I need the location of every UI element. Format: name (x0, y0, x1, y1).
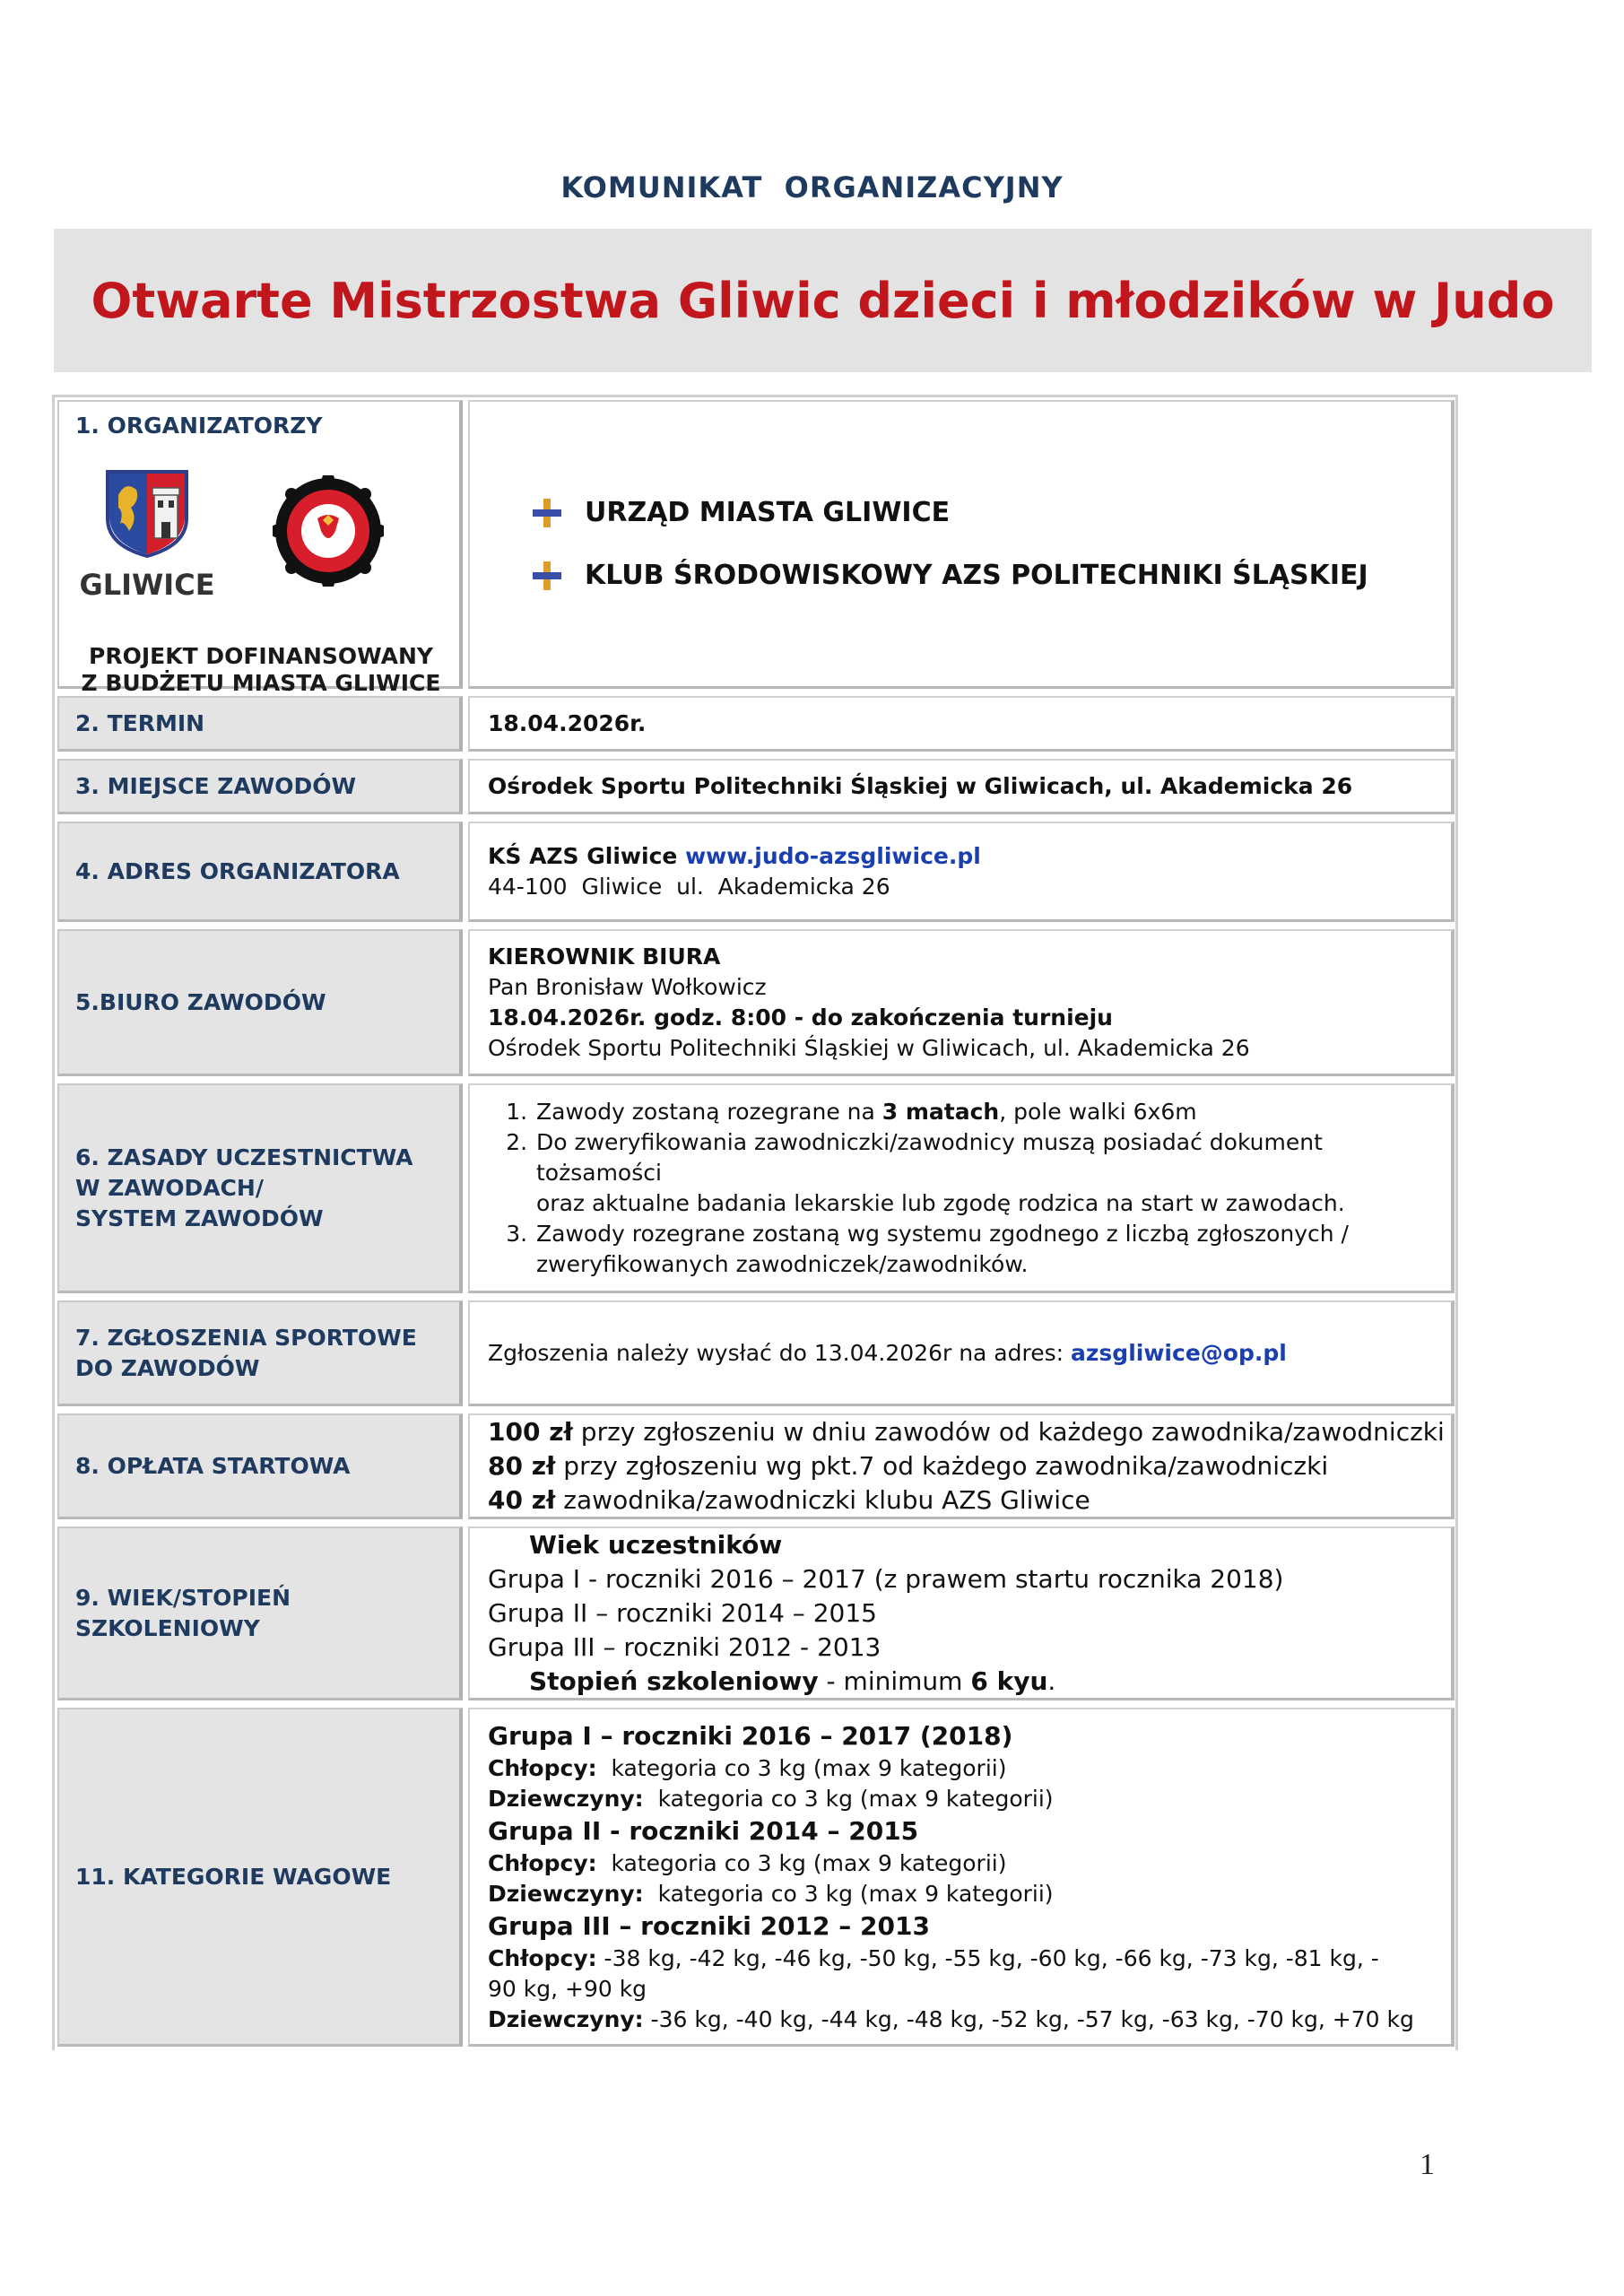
plus-bullet-icon (533, 499, 561, 527)
value-date: 18.04.2026r. (468, 696, 1455, 752)
label-age-degree (57, 1526, 463, 1700)
weight-girls-line: Dziewczyny: kategoria co 3 kg (max 9 kategorii) (488, 1880, 1054, 1907)
value-age-degree (468, 1526, 1455, 1700)
label-rules-line-3: SYSTEM ZAWODÓW (75, 1205, 324, 1231)
label-organizers-text: 1. ORGANIZATORZY (75, 413, 323, 439)
label-organizer-address: 4. ADRES ORGANIZATORA (57, 822, 463, 922)
label-registration (57, 1300, 463, 1406)
organizer-name: KLUB ŚRODOWISKOWY AZS POLITECHNIKI ŚLĄSKIEJ (585, 559, 1368, 591)
fee-line: 40 zł zawodnika/zawodniczki klubu AZS Gliwice (488, 1484, 1090, 1515)
project-note-line-1: PROJEKT DOFINANSOWANY (89, 643, 433, 669)
project-note-line-2: Z BUDŻETU MIASTA GLIWICE (81, 670, 441, 696)
organizer-item (488, 561, 1451, 591)
label-age-degree-line-1: 9. WIEK/STOPIEŃ (75, 1584, 291, 1611)
value-entry-fee (468, 1413, 1455, 1519)
rules-list (488, 1097, 1451, 1280)
gliwice-logo-text: GLIWICE (79, 568, 215, 602)
event-banner (54, 229, 1592, 372)
registration-email-link[interactable]: azsgliwice@op.pl (1071, 1339, 1287, 1366)
age-group-1: Grupa I - roczniki 2016 – 2017 (z prawem startu rocznika 2018) (488, 1563, 1284, 1594)
weight-boys-line-cont: 90 kg, +90 kg (488, 1975, 647, 2002)
value-venue: Ośrodek Sportu Politechniki Śląskiej w Gliwicach, ul. Akademicka 26 (468, 759, 1455, 814)
gliwice-crest-icon (104, 468, 190, 558)
degree-line: Stopień szkoleniowy - minimum 6 kyu. (529, 1665, 1056, 1696)
label-rules-line-2: W ZAWODACH/ (75, 1174, 264, 1201)
label-date: 2. TERMIN (57, 696, 463, 752)
label-registration-line-1: 7. ZGŁOSZENIA SPORTOWE (75, 1324, 417, 1351)
age-group-2: Grupa II – roczniki 2014 – 2015 (488, 1597, 877, 1628)
weight-boys-line: Chłopcy: -38 kg, -42 kg, -46 kg, -50 kg, -55 kg, -60 kg, -66 kg, -73 kg, -81 kg, - (488, 1944, 1379, 1971)
weight-boys-line: Chłopcy: kategoria co 3 kg (max 9 kategorii) (488, 1849, 1007, 1876)
gliwice-city-logo (75, 468, 219, 600)
organizer-item (488, 498, 1451, 528)
registration-text: Zgłoszenia należy wysłać do 13.04.2026r na adres: (488, 1339, 1071, 1366)
value-competition-office (468, 929, 1455, 1076)
judo-azs-club-logo (273, 475, 384, 587)
weight-boys-line: Chłopcy: kategoria co 3 kg (max 9 kategorii) (488, 1754, 1007, 1781)
weight-group-2-heading: Grupa II - roczniki 2014 – 2015 (488, 1815, 919, 1846)
rule-item: 1. Zawody zostaną rozegrane na 3 matach, pole walki 6x6m (534, 1097, 1451, 1127)
weight-girls-line: Dziewczyny: -36 kg, -40 kg, -44 kg, -48 kg, -52 kg, -57 kg, -63 kg, -70 kg, +70 kg (488, 2005, 1414, 2032)
weight-group-3-heading: Grupa III – roczniki 2012 – 2013 (488, 1910, 930, 1941)
value-organizer-address (468, 822, 1455, 922)
label-entry-fee: 8. OPŁATA STARTOWA (57, 1413, 463, 1519)
age-heading: Wiek uczestników (529, 1529, 783, 1560)
value-weight-categories (468, 1708, 1455, 2047)
plus-bullet-icon (533, 561, 561, 590)
office-head: KIEROWNIK BIURA (488, 943, 721, 970)
weight-girls-line: Dziewczyny: kategoria co 3 kg (max 9 kategorii) (488, 1785, 1054, 1812)
event-title: Otwarte Mistrzostwa Gliwic dzieci i młodzików w Judo (91, 272, 1555, 329)
club-name: KŚ AZS Gliwice (488, 842, 686, 869)
value-rules (468, 1083, 1455, 1293)
project-note (75, 643, 447, 697)
label-age-degree-line-2: SZKOLENIOWY (75, 1614, 260, 1641)
office-place: Ośrodek Sportu Politechniki Śląskiej w Gliwicach, ul. Akademicka 26 (488, 1034, 1250, 1061)
label-organizers (57, 400, 463, 696)
rule-item: 2. Do zweryfikowania zawodniczki/zawodnicy muszą posiadać dokument tożsamości oraz aktualne badania lekarskie lub zgodę rodzica na start w zawodach. (534, 1127, 1451, 1219)
age-group-3: Grupa III – roczniki 2012 - 2013 (488, 1631, 881, 1662)
fee-line: 100 zł przy zgłoszeniu w dniu zawodów od każdego zawodnika/zawodniczki (488, 1416, 1445, 1447)
fee-line: 80 zł przy zgłoszeniu wg pkt.7 od każdego zawodnika/zawodniczki (488, 1450, 1329, 1481)
office-hours: 18.04.2026r. godz. 8:00 - do zakończenia turnieju (488, 1004, 1113, 1031)
label-competition-office: 5.BIURO ZAWODÓW (57, 929, 463, 1076)
club-website-link[interactable]: www.judo-azsgliwice.pl (685, 842, 981, 869)
label-rules (57, 1083, 463, 1293)
value-organizers (468, 400, 1455, 689)
logos (75, 468, 384, 600)
weight-group-1-heading: Grupa I – roczniki 2016 – 2017 (2018) (488, 1720, 1013, 1751)
rule-item: 3. Zawody rozegrane zostaną wg systemu zgodnego z liczbą zgłoszonych / zweryfikowanych zawodniczek/zawodników. (534, 1219, 1451, 1280)
page-number: 1 (1420, 2148, 1435, 2181)
label-registration-line-2: DO ZAWODÓW (75, 1354, 260, 1381)
label-rules-line-1: 6. ZASADY UCZESTNICTWA (75, 1144, 413, 1170)
office-person: Pan Bronisław Wołkowicz (488, 973, 767, 1000)
label-venue: 3. MIEJSCE ZAWODÓW (57, 759, 463, 814)
value-registration (468, 1300, 1455, 1406)
club-address: 44-100 Gliwice ul. Akademicka 26 (488, 873, 890, 900)
document-title: KOMUNIKAT ORGANIZACYJNY (560, 170, 1064, 204)
organizer-name: URZĄD MIASTA GLIWICE (585, 496, 951, 528)
label-weight-categories: 11. KATEGORIE WAGOWE (57, 1708, 463, 2047)
